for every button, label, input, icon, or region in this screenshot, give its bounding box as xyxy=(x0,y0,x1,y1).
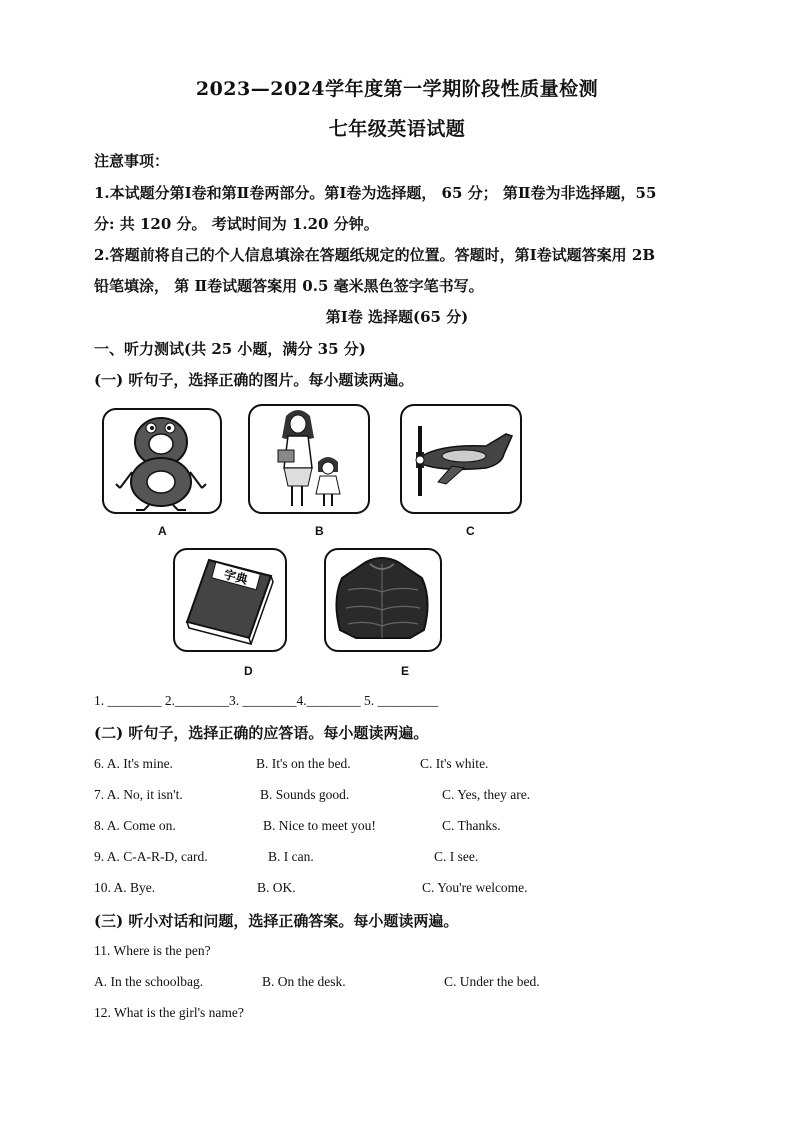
q10-option-b: B. OK. xyxy=(257,880,296,895)
mother-and-daughter-icon xyxy=(250,406,367,511)
q6-option-a: 6. A. It's mine. xyxy=(94,756,173,771)
notes-item2-line1: 2.答题前将自己的个人信息填涂在答题纸规定的位置。答题时，第Ⅰ卷试题答案用 2B xyxy=(94,246,656,264)
q11-option-c: C. Under the bed. xyxy=(444,974,540,989)
notes-item1-line1: 1.本试题分第Ⅰ卷和第Ⅱ卷两部分。第Ⅰ卷为选择题， 65 分； 第Ⅱ卷为非选择题，55 xyxy=(94,184,657,202)
number-eight-cartoon-icon xyxy=(104,410,219,511)
picture-d-label: D xyxy=(244,664,253,678)
jacket-icon xyxy=(326,550,439,649)
picture-e xyxy=(324,548,442,652)
picture-a xyxy=(102,408,222,514)
notes-item1-line2: 分: 共 120 分。 考试时间为 1.20 分钟。 xyxy=(94,215,379,233)
dictionary-label: 字典 xyxy=(222,567,250,587)
q10-option-c: C. You're welcome. xyxy=(422,880,528,895)
q6-option-b: B. It's on the bed. xyxy=(256,756,351,771)
picture-b-label: B xyxy=(315,524,324,538)
q8-option-b: B. Nice to meet you! xyxy=(263,818,376,833)
picture-c-label: C xyxy=(466,524,475,538)
q7-option-a: 7. A. No, it isn't. xyxy=(94,787,183,802)
q11-option-b: B. On the desk. xyxy=(262,974,346,989)
picture-d xyxy=(173,548,287,652)
q8-option-a: 8. A. Come on. xyxy=(94,818,176,833)
picture-b xyxy=(248,404,370,514)
part1-heading: (一) 听句子，选择正确的图片。每小题读两遍。 xyxy=(94,371,414,389)
answer-blanks: 1. ________ 2.________3. ________4.________ 5. _________ xyxy=(94,693,439,708)
q6-option-c: C. It's white. xyxy=(420,756,489,771)
q8-option-c: C. Thanks. xyxy=(442,818,501,833)
q12-text: 12. What is the girl's name? xyxy=(94,1005,244,1020)
q9-option-b: B. I can. xyxy=(268,849,314,864)
notes-item2-line2: 铅笔填涂， 第 Ⅱ卷试题答案用 0.5 毫米黑色签字笔书写。 xyxy=(94,277,484,295)
q10-option-a: 10. A. Bye. xyxy=(94,880,156,895)
picture-a-label: A xyxy=(158,524,167,538)
volume1-heading: 第Ⅰ卷 选择题(65 分) xyxy=(325,308,469,326)
q9-option-c: C. I see. xyxy=(434,849,479,864)
dictionary-book-icon xyxy=(175,550,284,649)
picture-e-label: E xyxy=(401,664,410,678)
q11-text: 11. Where is the pen? xyxy=(94,943,211,958)
picture-c xyxy=(400,404,522,514)
q11-option-a: A. In the schoolbag. xyxy=(94,974,204,989)
part2-heading: (二) 听句子，选择正确的应答语。每小题读两遍。 xyxy=(94,724,429,742)
airplane-icon xyxy=(402,406,519,511)
notes-heading: 注意事项： xyxy=(94,152,170,170)
part3-heading: (三) 听小对话和问题，选择正确答案。每小题读两遍。 xyxy=(94,912,459,930)
exam-subtitle: 七年级英语试题 xyxy=(328,118,466,140)
exam-title: 2023—2024学年度第一学期阶段性质量检测 xyxy=(195,78,599,100)
q7-option-c: C. Yes, they are. xyxy=(442,787,531,802)
section1-heading: 一、听力测试(共 25 小题，满分 35 分) xyxy=(94,340,366,358)
q9-option-a: 9. A. C-A-R-D, card. xyxy=(94,849,208,864)
q7-option-b: B. Sounds good. xyxy=(260,787,350,802)
